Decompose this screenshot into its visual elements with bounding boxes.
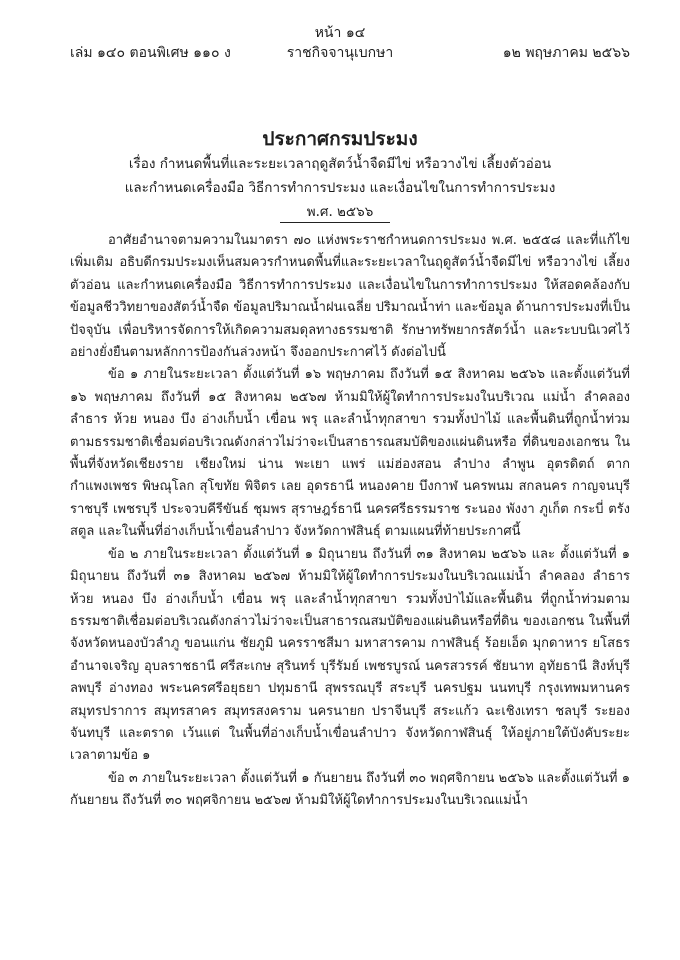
subject-line-1: เรื่อง กำหนดพื้นที่และระยะเวลาฤดูสัตว์น้ำจืดมีไข่ หรือวางไข่ เลี้ยงตัวอ่อน [128, 156, 552, 172]
announcement-title: ประกาศกรมประมง [262, 128, 418, 150]
publication-date: ๑๒ พฤษภาคม ๒๕๖๖ [502, 45, 630, 61]
subject-year: พ.ศ. ๒๕๖๖ [306, 204, 374, 220]
preamble-paragraph: อาศัยอำนาจตามความในมาตรา ๗๐ แห่งพระราชกำหนดการประมง พ.ศ. ๒๕๕๘ และที่แก้ไขเพิ่มเติม อธิบดีกรมประมงเห็นสมควรกำหนดพื้นที่และระยะเวลาในฤดูสัตว์น้ำจืดมีไข่ หรือวางไข่ เลี้ยงตัวอ่อน และกำหนดเครื่องมือ วิธีการทำการประมง และเงื่อนไขในการทำการประมง ให้สอดคล้องกับข้อมูลชีววิทยาของสัตว์น้ำจืด ข้อมูลปริมาณน้ำฝนเฉลี่ย ปริมาณน้ำท่า และข้อมูล ด้านการประมงที่เป็นปัจจุบัน เพื่อบริหารจัดการให้เกิดความสมดุลทางธรรมชาติ รักษาทรัพยากรสัตว์น้ำ และระบบนิเวศไว้อย่างยั่งยืนตามหลักการป้องกันล่วงหน้า จึงออกประกาศไว้ ดังต่อไปนี้ [70, 233, 630, 361]
clause-3-paragraph: ข้อ ๓ ภายในระยะเวลา ตั้งแต่วันที่ ๑ กันยายน ถึงวันที่ ๓๐ พฤศจิกายน ๒๕๖๖ และตั้งแต่วันที่ ๑ กันยายน ถึงวันที่ ๓๐ พฤศจิกายน ๒๕๖๗ ห้ามมิให้ผู้ใดทำการประมงในบริเวณแม่น้ำ [70, 770, 630, 809]
subject-line-2: และกำหนดเครื่องมือ วิธีการทำการประมง และเงื่อนไขในการทำการประมง [124, 180, 556, 196]
title-divider [280, 222, 390, 223]
clause-1-paragraph: ข้อ ๑ ภายในระยะเวลา ตั้งแต่วันที่ ๑๖ พฤษภาคม ถึงวันที่ ๑๕ สิงหาคม ๒๕๖๖ และตั้งแต่วันที่ ๑๖ พฤษภาคม ถึงวันที่ ๑๕ สิงหาคม ๒๕๖๗ ห้ามมิให้ผู้ใดทำการประมงในบริเวณ แม่น้ำ ลำคลอง ลำธาร ห้วย หนอง บึง อ่างเก็บน้ำ เขื่อน พรุ และลำน้ำทุกสาขา รวมทั้งป่าไม้ และพื้นดินที่ถูกน้ำท่วมตามธรรมชาติเชื่อมต่อบริเวณดังกล่าวไม่ว่าจะเป็นสาธารณสมบัติของแผ่นดินหรือ ที่ดินของเอกชน ในพื้นที่จังหวัดเชียงราย เชียงใหม่ น่าน พะเยา แพร่ แม่ฮ่องสอน ลำปาง ลำพูน อุตรดิตถ์ ตาก กำแพงเพชร พิษณุโลก สุโขทัย พิจิตร เลย อุดรธานี หนองคาย บึงกาฬ นครพนม สกลนคร กาญจนบุรี ราชบุรี เพชรบุรี ประจวบคีรีขันธ์ ชุมพร สุราษฎร์ธานี นครศรีธรรมราช ระนอง พังงา ภูเก็ต กระบี่ ตรัง สตูล และในพื้นที่อ่างเก็บน้ำเขื่อนลำปาว จังหวัดกาฬสินธุ์ ตามแผนที่ท้ายประกาศนี้ [70, 367, 630, 540]
volume-info: เล่ม ๑๔๐ ตอนพิเศษ ๑๑๐ ง [70, 45, 231, 61]
announcement-body [70, 230, 630, 813]
subject-block [0, 152, 680, 224]
gazette-name: ราชกิจจานุเบกษา [286, 45, 394, 61]
clause-2-paragraph: ข้อ ๒ ภายในระยะเวลา ตั้งแต่วันที่ ๑ มิถุนายน ถึงวันที่ ๓๑ สิงหาคม ๒๕๖๖ และ ตั้งแต่วันที่ ๑ มิถุนายน ถึงวันที่ ๓๑ สิงหาคม ๒๕๖๗ ห้ามมิให้ผู้ใดทำการประมงในบริเวณแม่น้ำ ลำคลอง ลำธาร ห้วย หนอง บึง อ่างเก็บน้ำ เขื่อน พรุ และลำน้ำทุกสาขา รวมทั้งป่าไม้และพื้นดิน ที่ถูกน้ำท่วมตามธรรมชาติเชื่อมต่อบริเวณดังกล่าวไม่ว่าจะเป็นสาธารณสมบัติของแผ่นดินหรือที่ดิน ของเอกชน ในพื้นที่จังหวัดหนองบัวลำภู ขอนแก่น ชัยภูมิ นครราชสีมา มหาสารคาม กาฬสินธุ์ ร้อยเอ็ด มุกดาหาร ยโสธร อำนาจเจริญ อุบลราชธานี ศรีสะเกษ สุรินทร์ บุรีรัมย์ เพชรบูรณ์ นครสวรรค์ ชัยนาท อุทัยธานี สิงห์บุรี ลพบุรี อ่างทอง พระนครศรีอยุธยา ปทุมธานี สุพรรณบุรี สระบุรี นครปฐม นนทบุรี กรุงเทพมหานคร สมุทรปราการ สมุทรสาคร สมุทรสงคราม นครนายก ปราจีนบุรี สระแก้ว ฉะเชิงเทรา ชลบุรี ระยอง จันทบุรี และตราด เว้นแต่ ในพื้นที่อ่างเก็บน้ำเขื่อนลำปาว จังหวัดกาฬสินธุ์ ให้อยู่ภายใต้บังคับระยะเวลาตามข้อ ๑ [70, 546, 630, 764]
page-number: หน้า ๑๔ [314, 25, 366, 41]
